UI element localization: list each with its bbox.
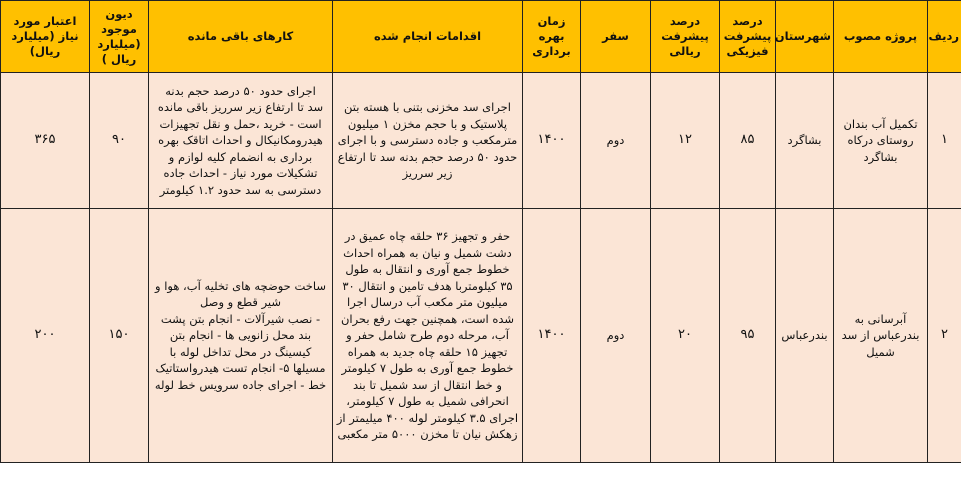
cell-debts: ۱۵۰	[90, 209, 149, 463]
cell-required-credit: ۳۶۵	[1, 73, 90, 209]
header-trip: سفر	[581, 1, 651, 73]
cell-actions-done: اجرای سد مخزنی بتنی با هسته بتن پلاستیک و با حجم مخزن ۱ میلیون مترمکعب و جاده دسترسی و با اجرای حدود ۵۰ درصد حجم بدنه سد تا ارتفاع زیر سرریز	[333, 73, 523, 209]
cell-row-no: ۲	[928, 209, 961, 463]
table-row	[1, 209, 961, 463]
cell-actions-done: حفر و تجهیز ۳۶ حلقه چاه عمیق در دشت شمیل و نیان به همراه احداث خطوط جمع آوری و انتقال به طول ۳۵ کیلومتربا هدف تامین و انتقال ۳۰ میلیون متر مکعب آب درسال اجرا شده است، همچنین جهت رفع بحران آب، مرحله دوم طرح شامل حفر و تجهیز ۱۵ حلقه چاه جدید به همراه خطوط جمع آوری به طول ۷ کیلومتر و خط انتقال از سد شمیل تا بند انحرافی شمیل به طول ۷ کیلومتر، اجرای ۳.۵ کیلومتر لوله ۴۰۰ میلیمتر از زهکش نیان تا مخزن ۵۰۰۰ متر مکعبی	[333, 209, 523, 463]
cell-city: بندرعباس	[776, 209, 834, 463]
header-financial-progress: درصد پیشرفت ریالی	[651, 1, 720, 73]
header-remaining-work: کارهای باقی مانده	[149, 1, 333, 73]
header-required-credit: اعتبار مورد نیاز (میلیارد ریال)	[1, 1, 90, 73]
header-actions-done: اقدامات انجام شده	[333, 1, 523, 73]
header-project: پروژه مصوب	[834, 1, 928, 73]
header-row-no: ردیف	[928, 1, 961, 73]
cell-city: بشاگرد	[776, 73, 834, 209]
cell-physical-progress: ۸۵	[720, 73, 776, 209]
cell-financial-progress: ۱۲	[651, 73, 720, 209]
cell-trip: دوم	[581, 209, 651, 463]
cell-financial-progress: ۲۰	[651, 209, 720, 463]
header-debts: دیون موجود (میلیارد ریال )	[90, 1, 149, 73]
cell-remaining-work: اجرای حدود ۵۰ درصد حجم بدنه سد تا ارتفاع زیر سرریز باقی مانده است - خرید ،حمل و نقل تجهیزات هیدرومکانیکال و احداث اتاقک بهره برداری به انضمام کلیه لوازم و تشکیلات مورد نیاز - احداث جاده دسترسی به سد حدود ۱.۲ کیلومتر	[149, 73, 333, 209]
cell-debts: ۹۰	[90, 73, 149, 209]
cell-trip: دوم	[581, 73, 651, 209]
cell-required-credit: ۲۰۰	[1, 209, 90, 463]
header-row	[1, 1, 961, 73]
cell-remaining-work: ساخت حوضچه های تخلیه آب، هوا و شیر قطع و وصل - نصب شیرآلات - انجام بتن پشت بند محل زانویی ها - انجام بتن کیسینگ در محل تداخل لوله با مسیلها ۵- انجام تست هیدرواستاتیک خط - اجرای جاده سرویس خط لوله	[149, 209, 333, 463]
cell-row-no: ۱	[928, 73, 961, 209]
header-city: شهرستان	[776, 1, 834, 73]
table-row	[1, 73, 961, 209]
cell-project: تکمیل آب بندان روستای درکاه بشاگرد	[834, 73, 928, 209]
cell-physical-progress: ۹۵	[720, 209, 776, 463]
cell-operation-time: ۱۴۰۰	[523, 209, 581, 463]
header-physical-progress: درصد پیشرفت فیزیکی	[720, 1, 776, 73]
cell-project: آبرسانی به بندرعباس از سد شمیل	[834, 209, 928, 463]
cell-operation-time: ۱۴۰۰	[523, 73, 581, 209]
header-operation-time: زمان بهره برداری	[523, 1, 581, 73]
